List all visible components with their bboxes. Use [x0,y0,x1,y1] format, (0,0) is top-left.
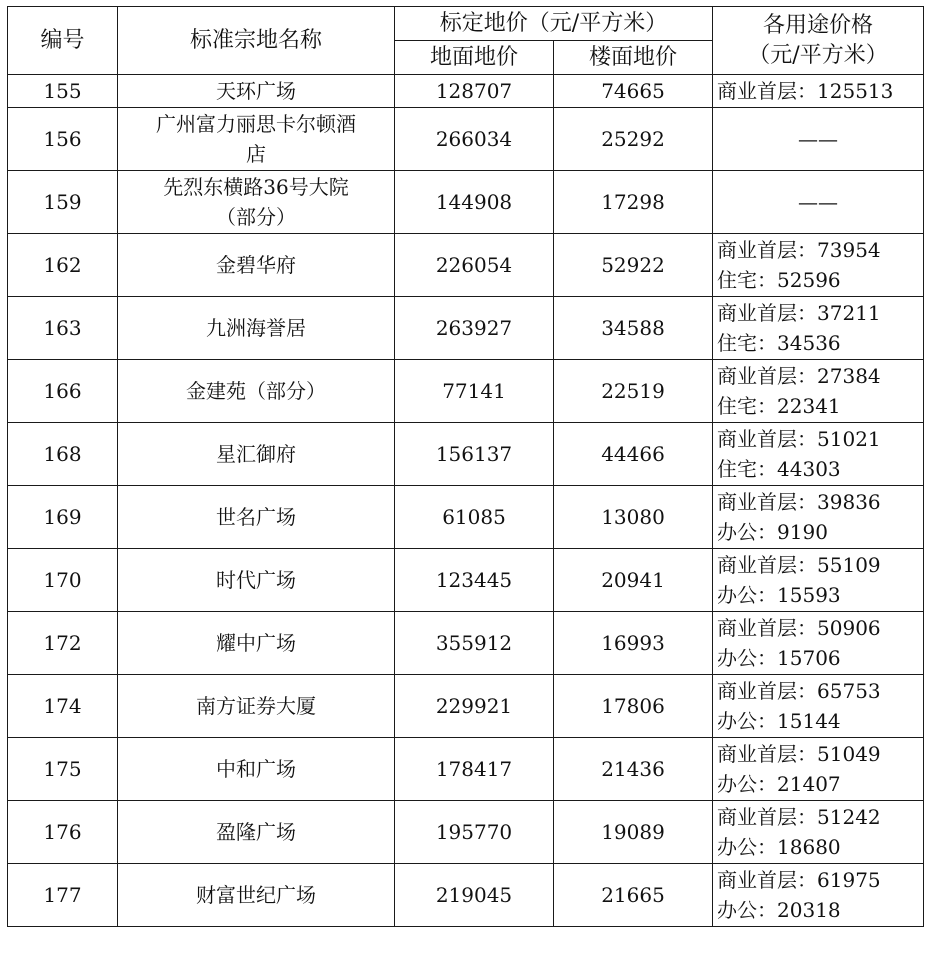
cell-use-price-line: 商业首层：51021 [717,427,881,451]
header-land-price: 地面地价 [395,41,554,75]
cell-floor-price: 44466 [554,423,713,486]
cell-id: 176 [8,801,118,864]
cell-use-price-line: 办公：15144 [717,709,841,733]
cell-id: 175 [8,738,118,801]
table-body [8,75,924,927]
cell-name-line: 盈隆广场 [216,820,296,844]
cell-id: 169 [8,486,118,549]
cell-name-line: 天环广场 [216,79,296,103]
header-row-1 [8,7,924,41]
cell-name [118,864,395,927]
cell-floor-price: 21436 [554,738,713,801]
cell-floor-price: 25292 [554,108,713,171]
cell-use-prices [713,549,924,612]
cell-use-price-line: 商业首层：51049 [717,742,881,766]
header-use-price-line2: （元/平方米） [748,42,888,68]
table-row [8,234,924,297]
cell-use-price-line: 商业首层：37211 [717,301,881,325]
cell-use-price-line: 办公：15706 [717,646,841,670]
cell-use-price-line: 商业首层：50906 [717,616,881,640]
cell-use-price-line: 商业首层：55109 [717,553,881,577]
header-id: 编号 [8,7,118,75]
cell-name-line: 先烈东横路36号大院 [163,175,349,199]
cell-id: 166 [8,360,118,423]
cell-floor-price: 16993 [554,612,713,675]
cell-name-line: 南方证券大厦 [196,694,316,718]
cell-use-price-line: 商业首层：51242 [717,805,881,829]
cell-floor-price: 17806 [554,675,713,738]
cell-land-price: 355912 [395,612,554,675]
cell-floor-price: 17298 [554,171,713,234]
cell-use-prices [713,297,924,360]
cell-name [118,612,395,675]
cell-name [118,297,395,360]
cell-id: 177 [8,864,118,927]
cell-use-prices [713,75,924,108]
cell-use-prices [713,360,924,423]
cell-use-prices [713,234,924,297]
cell-use-price-line: —— [798,190,839,214]
cell-use-price-line: 办公：18680 [717,835,841,859]
cell-use-prices [713,423,924,486]
header-floor-price: 楼面地价 [554,41,713,75]
cell-land-price: 144908 [395,171,554,234]
cell-use-price-line: 住宅：52596 [717,268,841,292]
cell-land-price: 123445 [395,549,554,612]
cell-land-price: 219045 [395,864,554,927]
cell-name [118,108,395,171]
table-row [8,297,924,360]
header-price-group: 标定地价（元/平方米） [395,7,713,41]
cell-name-line: 九洲海誉居 [206,316,306,340]
cell-land-price: 229921 [395,675,554,738]
cell-use-prices [713,486,924,549]
cell-id: 159 [8,171,118,234]
cell-id: 155 [8,75,118,108]
cell-floor-price: 21665 [554,864,713,927]
cell-name [118,234,395,297]
cell-id: 174 [8,675,118,738]
cell-use-price-line: 办公：15593 [717,583,841,607]
cell-id: 162 [8,234,118,297]
cell-land-price: 77141 [395,360,554,423]
table-row [8,360,924,423]
cell-id: 170 [8,549,118,612]
cell-use-price-line: —— [798,127,839,151]
cell-use-price-line: 办公：9190 [717,520,828,544]
cell-name-line: 星汇御府 [216,442,296,466]
cell-use-price-line: 住宅：44303 [717,457,841,481]
table-row [8,423,924,486]
cell-use-price-line: 办公：21407 [717,772,841,796]
table-row [8,108,924,171]
cell-name-line: （部分） [216,205,296,229]
table-row [8,171,924,234]
cell-name [118,423,395,486]
header-name: 标准宗地名称 [118,7,395,75]
cell-name-line: 金建苑（部分） [186,379,326,403]
cell-id: 172 [8,612,118,675]
cell-id: 163 [8,297,118,360]
cell-use-price-line: 商业首层：39836 [717,490,881,514]
cell-floor-price: 74665 [554,75,713,108]
cell-name [118,549,395,612]
cell-name-line: 时代广场 [216,568,296,592]
cell-use-price-line: 住宅：34536 [717,331,841,355]
cell-use-price-line: 商业首层：125513 [717,79,894,103]
table-header [8,7,924,75]
cell-use-prices [713,864,924,927]
table-row [8,486,924,549]
cell-use-price-line: 办公：20318 [717,898,841,922]
cell-land-price: 266034 [395,108,554,171]
cell-id: 168 [8,423,118,486]
cell-name [118,738,395,801]
cell-name-line: 世名广场 [216,505,296,529]
cell-name-line: 广州富力丽思卡尔顿酒 [156,112,356,136]
cell-name-line: 财富世纪广场 [196,883,316,907]
cell-name-line: 耀中广场 [216,631,296,655]
cell-floor-price: 13080 [554,486,713,549]
cell-use-price-line: 住宅：22341 [717,394,841,418]
table-row [8,612,924,675]
cell-use-prices [713,675,924,738]
cell-name [118,75,395,108]
cell-floor-price: 20941 [554,549,713,612]
header-use-price-line1: 各用途价格 [763,12,874,38]
table-row [8,738,924,801]
cell-name [118,360,395,423]
cell-name-line: 店 [246,142,266,166]
cell-floor-price: 19089 [554,801,713,864]
cell-land-price: 178417 [395,738,554,801]
cell-name-line: 中和广场 [216,757,296,781]
cell-land-price: 61085 [395,486,554,549]
cell-use-price-line: 商业首层：61975 [717,868,881,892]
cell-use-prices [713,612,924,675]
cell-use-price-line: 商业首层：73954 [717,238,881,262]
cell-use-prices [713,801,924,864]
cell-floor-price: 52922 [554,234,713,297]
cell-name-line: 金碧华府 [216,253,296,277]
cell-land-price: 128707 [395,75,554,108]
land-price-table [7,6,924,927]
cell-land-price: 226054 [395,234,554,297]
cell-land-price: 263927 [395,297,554,360]
table-row [8,75,924,108]
cell-id: 156 [8,108,118,171]
table-row [8,675,924,738]
cell-use-price-line: 商业首层：27384 [717,364,881,388]
cell-use-prices [713,108,924,171]
table-row [8,801,924,864]
cell-use-prices [713,738,924,801]
table-row [8,549,924,612]
table-row [8,864,924,927]
header-use-price [713,7,924,75]
cell-land-price: 195770 [395,801,554,864]
cell-floor-price: 22519 [554,360,713,423]
cell-floor-price: 34588 [554,297,713,360]
cell-name [118,171,395,234]
cell-name [118,801,395,864]
cell-use-prices [713,171,924,234]
cell-land-price: 156137 [395,423,554,486]
cell-name [118,675,395,738]
cell-name [118,486,395,549]
cell-use-price-line: 商业首层：65753 [717,679,881,703]
